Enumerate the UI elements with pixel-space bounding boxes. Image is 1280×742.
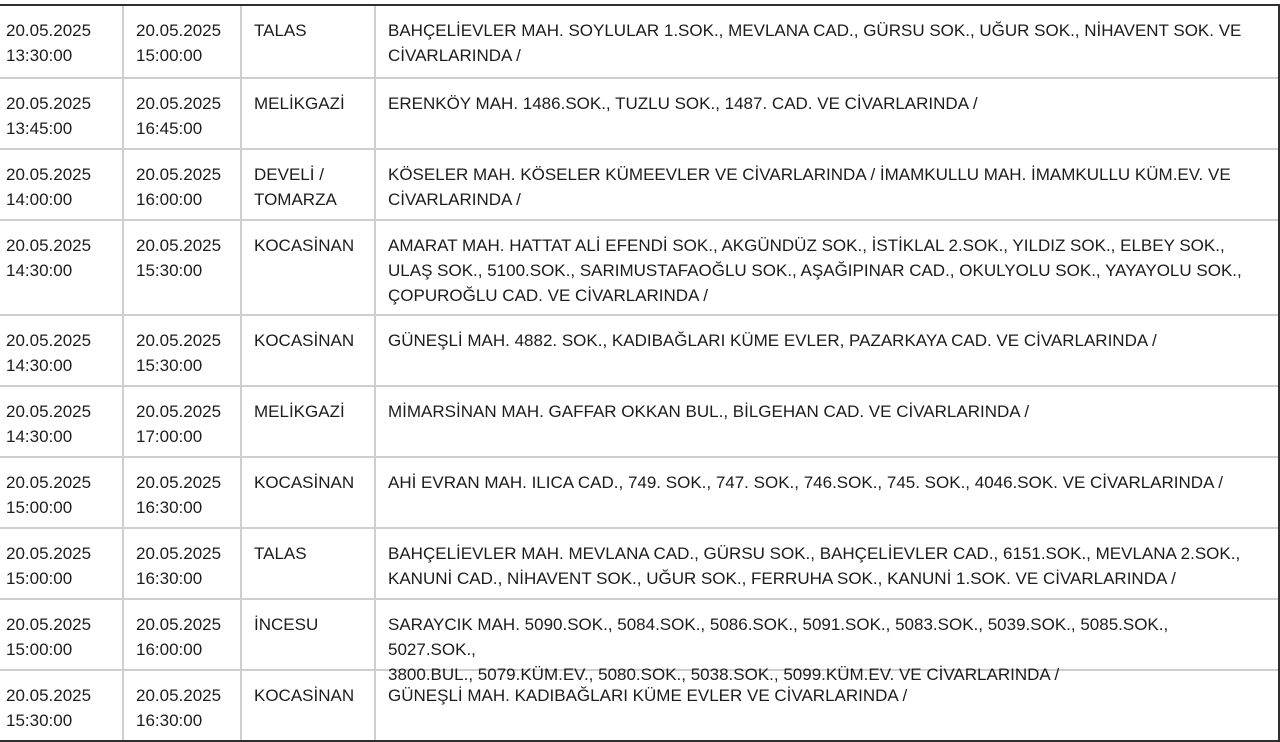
- address-cell: [376, 6, 1278, 77]
- end-time: 16:30:00: [136, 498, 203, 517]
- start-date: 20.05.2025: [6, 236, 92, 255]
- end-time: 15:30:00: [136, 261, 203, 280]
- end-time: 16:45:00: [136, 119, 203, 138]
- address-text: ERENKÖY MAH. 1486.SOK., TUZLU SOK., 1487. CAD. VE CİVARLARINDA /: [388, 94, 978, 113]
- start-cell: [0, 316, 124, 385]
- start-cell: [0, 671, 124, 740]
- start-date: 20.05.2025: [6, 615, 92, 634]
- start-date: 20.05.2025: [6, 21, 92, 40]
- start-date: 20.05.2025: [6, 402, 92, 421]
- end-cell: [124, 150, 242, 219]
- address-cell: [376, 221, 1278, 314]
- start-cell: [0, 458, 124, 527]
- end-date: 20.05.2025: [136, 165, 222, 184]
- table-row: [0, 527, 1278, 598]
- district-cell: [242, 671, 376, 740]
- table-row: [0, 77, 1278, 148]
- address-cell: [376, 150, 1278, 219]
- start-time: 14:00:00: [6, 190, 73, 209]
- address-text: GÜNEŞLİ MAH. 4882. SOK., KADIBAĞLARI KÜME EVLER, PAZARKAYA CAD. VE CİVARLARINDA /: [388, 331, 1157, 350]
- address-cell: [376, 79, 1278, 148]
- district-text: İNCESU: [254, 615, 319, 634]
- end-time: 16:00:00: [136, 640, 203, 659]
- start-date: 20.05.2025: [6, 94, 92, 113]
- address-text: 3800.BUL., 5079.KÜM.EV., 5080.SOK., 5038.SOK., 5099.KÜM.EV. VE CİVARLARINDA /: [388, 665, 1060, 684]
- end-date: 20.05.2025: [136, 473, 222, 492]
- end-time: 15:00:00: [136, 46, 203, 65]
- district-cell: [242, 150, 376, 219]
- district-cell: [242, 529, 376, 598]
- end-cell: [124, 387, 242, 456]
- address-text: GÜNEŞLİ MAH. KADIBAĞLARI KÜME EVLER VE CİVARLARINDA /: [388, 686, 908, 705]
- start-date: 20.05.2025: [6, 544, 92, 563]
- address-text: KÖSELER MAH. KÖSELER KÜMEEVLER VE CİVARLARINDA / İMAMKULLU MAH. İMAMKULLU KÜM.EV. VE: [388, 165, 1231, 184]
- end-cell: [124, 6, 242, 77]
- district-text: KOCASİNAN: [254, 473, 355, 492]
- district-cell: [242, 221, 376, 314]
- district-text: TALAS: [254, 21, 307, 40]
- end-time: 15:30:00: [136, 356, 203, 375]
- address-text: ULAŞ SOK., 5100.SOK., SARIMUSTAFAOĞLU SOK., AŞAĞIPINAR CAD., OKULYOLU SOK., YAYAYOLU SOK.,: [388, 261, 1242, 280]
- address-text: BAHÇELİEVLER MAH. MEVLANA CAD., GÜRSU SOK., BAHÇELİEVLER CAD., 6151.SOK., MEVLANA 2.SOK.,: [388, 544, 1241, 563]
- start-time: 13:30:00: [6, 46, 73, 65]
- table-row: [0, 6, 1278, 77]
- address-cell: [376, 316, 1278, 385]
- address-cell: [376, 458, 1278, 527]
- district-text: DEVELİ /: [254, 165, 324, 184]
- start-time: 13:45:00: [6, 119, 73, 138]
- table-row: [0, 385, 1278, 456]
- start-date: 20.05.2025: [6, 473, 92, 492]
- table-row: [0, 456, 1278, 527]
- end-time: 16:30:00: [136, 711, 203, 730]
- end-cell: [124, 600, 242, 669]
- address-text: CİVARLARINDA /: [388, 46, 521, 65]
- table-row: [0, 219, 1278, 314]
- start-cell: [0, 79, 124, 148]
- table-row: [0, 314, 1278, 385]
- address-cell: [376, 529, 1278, 598]
- district-text: TALAS: [254, 544, 307, 563]
- start-date: 20.05.2025: [6, 165, 92, 184]
- end-date: 20.05.2025: [136, 236, 222, 255]
- end-time: 16:30:00: [136, 569, 203, 588]
- end-date: 20.05.2025: [136, 21, 222, 40]
- district-cell: [242, 79, 376, 148]
- district-cell: [242, 458, 376, 527]
- end-cell: [124, 458, 242, 527]
- district-cell: [242, 387, 376, 456]
- start-cell: [0, 6, 124, 77]
- end-date: 20.05.2025: [136, 402, 222, 421]
- start-time: 14:30:00: [6, 427, 73, 446]
- address-text: BAHÇELİEVLER MAH. SOYLULAR 1.SOK., MEVLANA CAD., GÜRSU SOK., UĞUR SOK., NİHAVENT SOK. VE: [388, 21, 1242, 40]
- end-cell: [124, 671, 242, 740]
- address-text: ÇOPUROĞLU CAD. VE CİVARLARINDA /: [388, 286, 708, 305]
- address-text: AMARAT MAH. HATTAT ALİ EFENDİ SOK., AKGÜNDÜZ SOK., İSTİKLAL 2.SOK., YILDIZ SOK., ELBEY SOK.,: [388, 236, 1225, 255]
- start-time: 15:30:00: [6, 711, 73, 730]
- address-text: AHİ EVRAN MAH. ILICA CAD., 749. SOK., 747. SOK., 746.SOK., 745. SOK., 4046.SOK. VE CİVARLARINDA /: [388, 473, 1223, 492]
- district-cell: [242, 600, 376, 669]
- start-cell: [0, 150, 124, 219]
- start-time: 15:00:00: [6, 569, 73, 588]
- end-date: 20.05.2025: [136, 331, 222, 350]
- end-cell: [124, 316, 242, 385]
- end-time: 17:00:00: [136, 427, 203, 446]
- start-date: 20.05.2025: [6, 686, 92, 705]
- end-date: 20.05.2025: [136, 94, 222, 113]
- district-text: KOCASİNAN: [254, 331, 355, 350]
- district-cell: [242, 6, 376, 77]
- start-cell: [0, 529, 124, 598]
- start-time: 14:30:00: [6, 356, 73, 375]
- address-cell: [376, 671, 1278, 740]
- district-text: KOCASİNAN: [254, 236, 355, 255]
- address-cell: [376, 387, 1278, 456]
- end-date: 20.05.2025: [136, 544, 222, 563]
- district-cell: [242, 316, 376, 385]
- end-date: 20.05.2025: [136, 615, 222, 634]
- district-text: TOMARZA: [254, 190, 337, 209]
- end-cell: [124, 529, 242, 598]
- start-time: 14:30:00: [6, 261, 73, 280]
- start-cell: [0, 221, 124, 314]
- table-row: [0, 598, 1278, 684]
- district-text: KOCASİNAN: [254, 686, 355, 705]
- address-text: KANUNİ CAD., NİHAVENT SOK., UĞUR SOK., FERRUHA SOK., KANUNİ 1.SOK. VE CİVARLARINDA /: [388, 569, 1176, 588]
- address-text: SARAYCIK MAH. 5090.SOK., 5084.SOK., 5086.SOK., 5091.SOK., 5083.SOK., 5039.SOK., 5085.SOK., 5027.SOK.,: [388, 615, 1173, 659]
- end-date: 20.05.2025: [136, 686, 222, 705]
- start-time: 15:00:00: [6, 640, 73, 659]
- end-time: 16:00:00: [136, 190, 203, 209]
- address-text: MİMARSİNAN MAH. GAFFAR OKKAN BUL., BİLGEHAN CAD. VE CİVARLARINDA /: [388, 402, 1030, 421]
- table-row: [0, 148, 1278, 219]
- address-cell: [376, 600, 1278, 684]
- outage-table: [0, 4, 1280, 742]
- address-text: CİVARLARINDA /: [388, 190, 521, 209]
- start-cell: [0, 600, 124, 669]
- district-text: MELİKGAZİ: [254, 94, 345, 113]
- end-cell: [124, 79, 242, 148]
- start-cell: [0, 387, 124, 456]
- start-date: 20.05.2025: [6, 331, 92, 350]
- district-text: MELİKGAZİ: [254, 402, 345, 421]
- end-cell: [124, 221, 242, 314]
- table-row: [0, 669, 1278, 740]
- start-time: 15:00:00: [6, 498, 73, 517]
